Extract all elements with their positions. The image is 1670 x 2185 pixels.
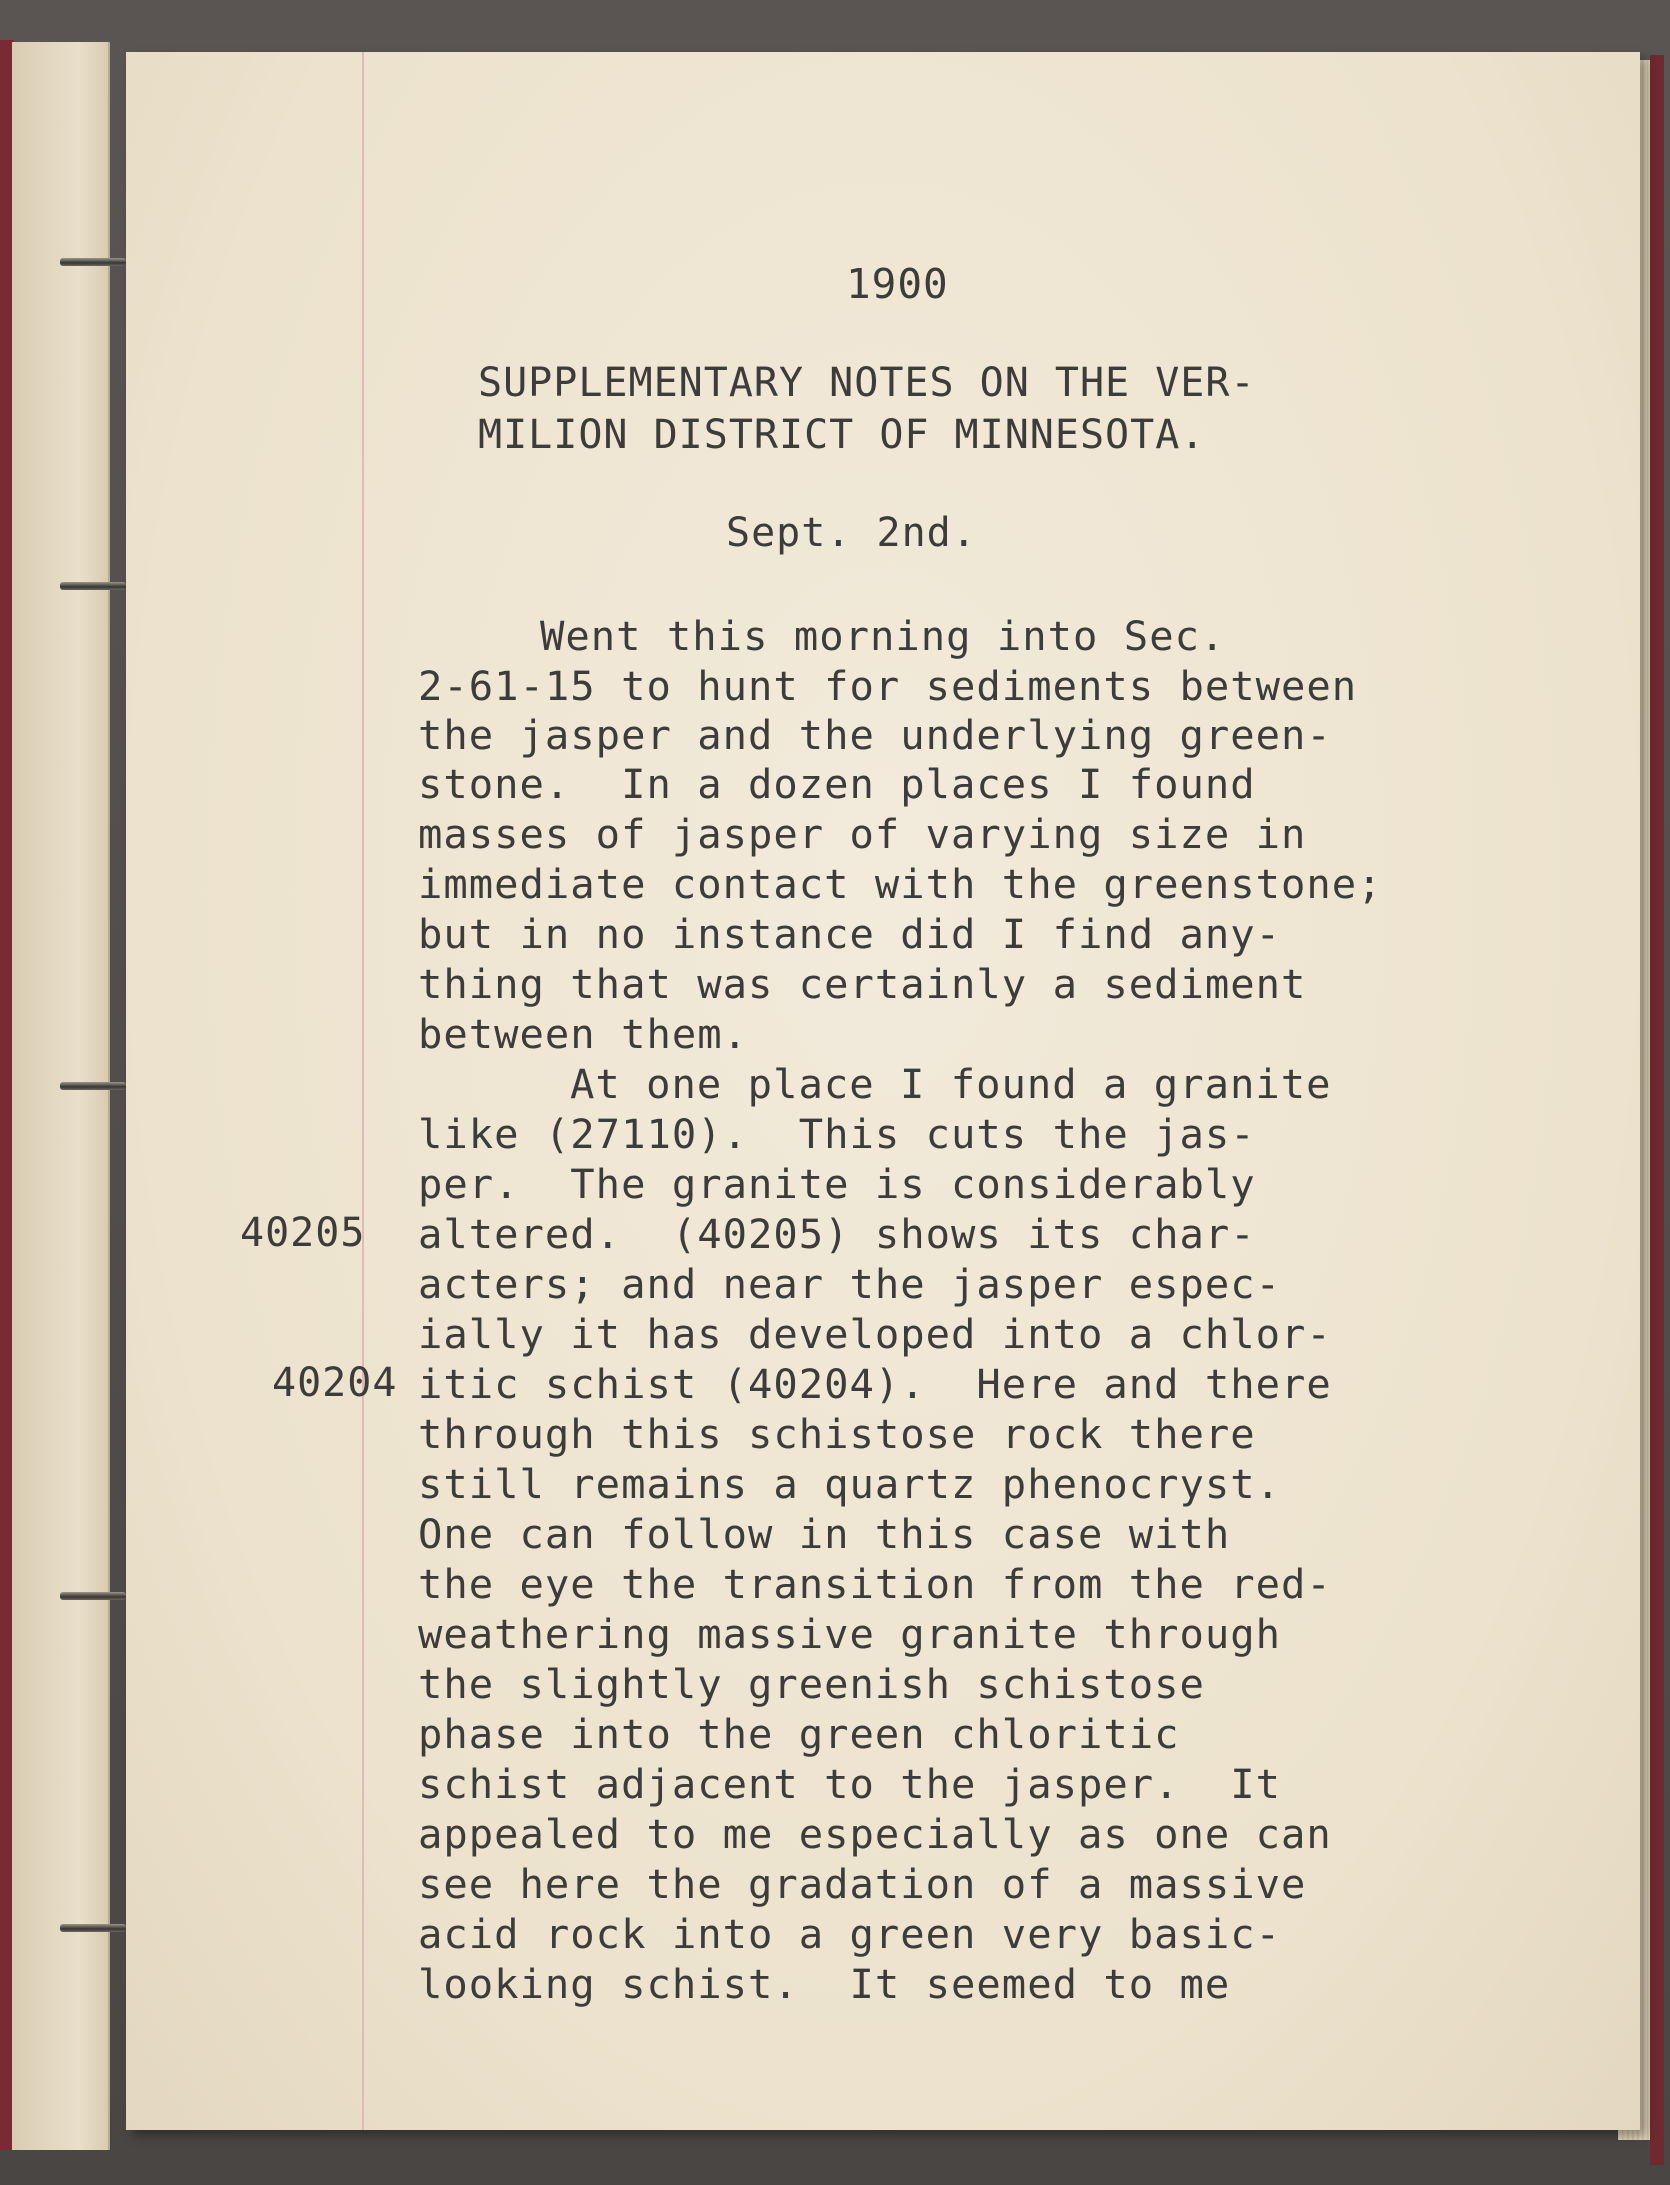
text-line: thing that was certainly a sediment: [418, 960, 1307, 1008]
margin-rule: [362, 52, 364, 2130]
binder-ring: [60, 1082, 126, 1090]
text-line: phase into the green chloritic: [418, 1710, 1180, 1758]
text-line: Went this morning into Sec.: [540, 612, 1226, 660]
binder-ring: [60, 1924, 126, 1932]
text-line: the eye the transition from the red-: [418, 1560, 1332, 1608]
text-line: looking schist. It seemed to me: [418, 1960, 1231, 2008]
entry-date: Sept. 2nd.: [726, 510, 977, 556]
text-line: between them.: [418, 1010, 748, 1058]
text-line: At one place I found a granite: [570, 1060, 1332, 1108]
text-line: 2-61-15 to hunt for sediments between: [418, 662, 1358, 710]
text-line: One can follow in this case with: [418, 1510, 1231, 1558]
text-line: acid rock into a green very basic-: [418, 1910, 1282, 1958]
margin-specimen-number: 40205: [240, 1210, 366, 1256]
page-title-line-2: MILION DISTRICT OF MINNESOTA.: [478, 412, 1206, 458]
text-line: the slightly greenish schistose: [418, 1660, 1205, 1708]
text-line: per. The granite is considerably: [418, 1160, 1256, 1208]
text-line: schist adjacent to the jasper. It: [418, 1760, 1282, 1808]
text-line: appealed to me especially as one can: [418, 1810, 1332, 1858]
margin-specimen-number: 40204: [272, 1360, 398, 1406]
text-line: stone. In a dozen places I found: [418, 760, 1256, 808]
facing-page-edge: [12, 42, 110, 2150]
page-year: 1900: [846, 260, 949, 308]
binder-ring: [60, 582, 126, 590]
text-line: masses of jasper of varying size in: [418, 810, 1307, 858]
text-line: itic schist (40204). Here and there: [418, 1360, 1332, 1408]
text-line: weathering massive granite through: [418, 1610, 1282, 1658]
text-line: the jasper and the underlying green-: [418, 711, 1332, 759]
text-line: like (27110). This cuts the jas-: [418, 1110, 1256, 1158]
binder-ring: [60, 1592, 126, 1600]
notebook-cover-right: [1650, 55, 1664, 2165]
text-line: altered. (40205) shows its char-: [418, 1210, 1256, 1258]
text-line: ially it has developed into a chlor-: [418, 1310, 1332, 1358]
binder-ring: [60, 258, 126, 266]
text-line: through this schistose rock there: [418, 1410, 1256, 1458]
page-title-line-1: SUPPLEMENTARY NOTES ON THE VER-: [478, 360, 1256, 406]
text-line: but in no instance did I find any-: [418, 910, 1282, 958]
text-line: still remains a quartz phenocryst.: [418, 1460, 1282, 1508]
text-line: immediate contact with the greenstone;: [418, 860, 1383, 908]
text-line: see here the gradation of a massive: [418, 1860, 1307, 1908]
text-line: acters; and near the jasper espec-: [418, 1260, 1282, 1308]
